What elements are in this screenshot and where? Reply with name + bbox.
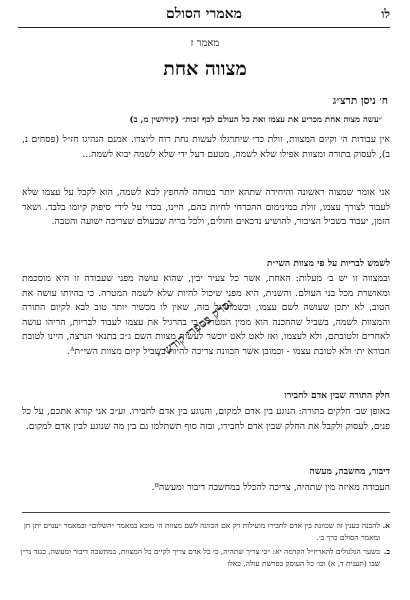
footnote-text: בשער הגלגולים להאריז״ל הקדמה יא: ״כי צריך שתהיה, כי כל אדם צריך לקיים כל המצוות, במחשבה דיבור ומעשה, כנגד נר״ן שבו (תענית ד, א) וכו׳ כל העוסק בפרשת עולה, כאלו	[20, 547, 380, 568]
footnote-text: להבנה בענין זה שכוונת בין אדם לחבירו מועילות רק אם הכוונה לשם מצוות ה׳ מובא במאמר ״השלום״ ובמאמר ״ענוים יתן חן ומאמר הסולם כרך ב׳.	[23, 521, 380, 542]
section-text-2: באופן שב׳ חלקים בתורה: הנוגע בין אדם למקום, והנוגע בין אדם לחבירו. וע״כ אני קורא אתכם, על כל פנים, לעסוק ולקבל את החלק שבין אדם לחבירו, ובזה סוף תשתלמו גם בין מה שנוגע לבין אדם למקום.	[22, 406, 390, 432]
header-rule	[18, 27, 390, 28]
section-heading-3: דיבור, מחשבה, מעשה	[309, 466, 390, 477]
opening-quote: ״עשה מצוה אחת מכריע את עצמו ואת כל העולם לכף זכות״ (קידושין מ, ב)	[129, 115, 382, 125]
footnote-rule	[22, 512, 390, 513]
footnote-letter: ב.	[383, 547, 390, 556]
book-title: מאמרי הסולם	[166, 6, 242, 22]
page-number: לו	[381, 7, 390, 21]
section-heading-2: חלק התורה שבין אדם לחבירו	[284, 390, 390, 401]
running-header	[18, 6, 390, 24]
footnote-b	[20, 546, 390, 570]
section-heading-1: לשמש לבריות על פי מצוות השי״ת	[266, 258, 390, 269]
paragraph-1: אין עבודות ה׳ וקיום המצוות, זולת כדי שיתרגלו לעשות נחת רוח ליוצרו. אמנם הנהיגו חז״ל (פסחים נ, ב), לעסוק בתורה ומצוות אפילו שלא לשמה, מטעם דעל ידי שלא לשמה יבוא לשמה...	[22, 134, 390, 160]
footnotes	[20, 520, 390, 570]
section-text-3: העבודה מאיזה מין שתהיה, צריכה להכלל במחשבה דיבור ומעשהᴮ.	[151, 482, 390, 493]
essay-label: מאמר ז	[190, 38, 220, 49]
footnote-letter: א.	[382, 521, 390, 530]
paragraph-2: אני אומר שמצוה ראשונה והיחידה שתהא יותר בטוחה להחפץ לבא לשמה, הוא לקבל על עצמו שלא לעבוד לצורך עצמו, זולת במינימום ההכרחי לחיות בהם, היינו, בכדי על לידי סיפוק קיומו בלבד. ושאר הזמן, יעבוד בשביל הציבור, להושיע נדכאים וחולים, ולכל בריה שבעולם שצריכה ישועה והטבה.	[22, 187, 390, 228]
watermark-stamp: נסרק בספרי קודש ״	[153, 295, 236, 363]
footnote-a	[20, 520, 390, 544]
essay-date: ח׳ ניסן תרצ״ג	[332, 95, 388, 107]
section-text-1: ובמצווה זו יש ב׳ מעלות: האחת, אשר כל צעיר יבין, שהוא עושה מפני שעבודה זו היא מוסכמת ומאושרת מכל בני העולם. והשנית, היא מפני שיכול להיות שלא לשמה המטרה. כי בהיותו עושה את הטוב, לא יתכן שעושה לשם עצמו, וכשמתרגל בזה, שאין לו מכשיר יותר טוב לבא לקיום התורה והמצוות לשמה, בשביל שההכנה הוא ממין המטרה. כי בהרגיל את עצמו לעבוד לבריות, הריהו עושה לאחרים ולטובתם, ולא לעצמו, ואז לאט לאט יוכשר לעשות מצוות השם ג״כ בתנאי הנרצה, היינו לטובת הבורא ית׳ ולא לטובת עצמו - וכמובן אשר הכוונה צריכה להיות בשביל קיום מצוות השי״תᴬ.	[22, 273, 390, 357]
essay-title: מצווה אחת	[163, 58, 247, 80]
